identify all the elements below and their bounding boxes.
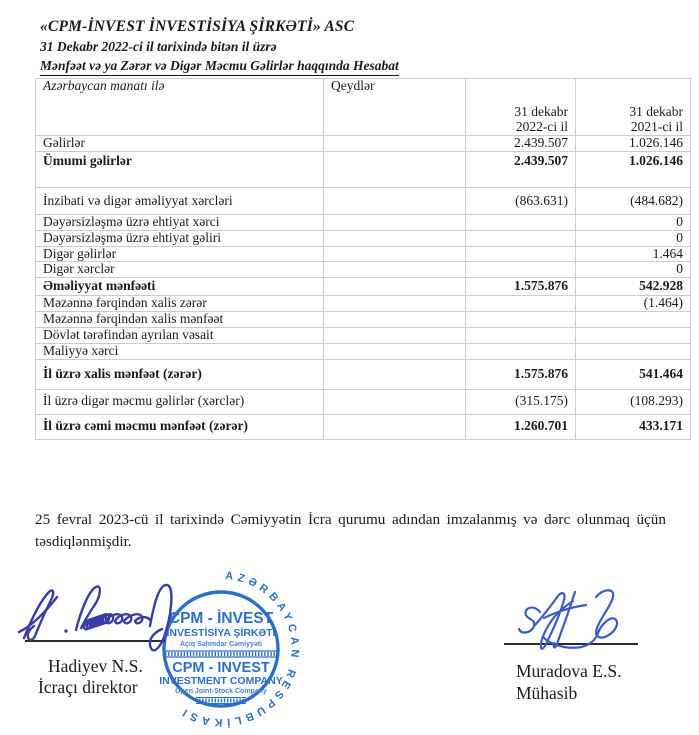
currency-note-header: Azərbaycan manatı ilə	[36, 79, 324, 136]
cell-v2022	[466, 246, 576, 262]
cell-label: İl üzrə xalis mənfəət (zərər)	[36, 359, 324, 389]
cell-note	[324, 389, 466, 414]
cell-label: Dəyərsizləşmə üzrə ehtiyat gəliri	[36, 230, 324, 246]
signatory-left-name: Hadiyev N.S.	[48, 656, 143, 676]
approval-note-line1: 25 fevral 2023-cü il tarixində Cəmiyyətin İcra qurumu adından imzalanmış və dərc olunmaq üçün	[35, 511, 666, 528]
cell-v2022	[466, 262, 576, 278]
table-header-row	[36, 79, 691, 136]
cell-label: Digər xərclər	[36, 262, 324, 278]
cell-v2021: 0	[576, 230, 691, 246]
cell-note	[324, 343, 466, 359]
cell-v2022	[466, 328, 576, 344]
cell-note	[324, 151, 466, 187]
cell-v2021: 1.026.146	[576, 151, 691, 187]
cell-v2022	[466, 214, 576, 230]
year-2021-line1: 31 dekabr	[629, 104, 683, 120]
cell-label: Əməliyyat mənfəəti	[36, 278, 324, 296]
table-row	[36, 151, 691, 187]
cell-v2021: (484.682)	[576, 187, 691, 214]
signatory-right-name: Muradova E.S.	[516, 661, 622, 681]
notes-column-header: Qeydlər	[324, 79, 466, 136]
cell-note	[324, 296, 466, 312]
cell-v2021: 433.171	[576, 414, 691, 439]
cell-note	[324, 136, 466, 152]
cell-label: Məzənnə fərqindən xalis zərər	[36, 296, 324, 312]
cell-v2021: 0	[576, 262, 691, 278]
year-2022-header	[466, 79, 576, 136]
stamp-line2: İNVESTİSİYA ŞİRKƏTİ	[166, 627, 276, 639]
cell-label: Gəlirlər	[36, 136, 324, 152]
cell-v2022	[466, 230, 576, 246]
cell-note	[324, 214, 466, 230]
year-2022-line1: 31 dekabr	[514, 104, 568, 120]
signatory-left	[38, 656, 143, 698]
period-subtitle: 31 Dekabr 2022-ci il tarixində bitən il üzrə	[40, 39, 277, 54]
company-title: «CPM-İNVEST İNVESTİSİYA ŞİRKƏTİ» ASC	[40, 18, 355, 35]
cell-v2021	[576, 312, 691, 328]
cell-note	[324, 278, 466, 296]
stamp-line1: CPM - İNVEST	[168, 610, 274, 627]
cell-label: Məzənnə fərqindən xalis mənfəət	[36, 312, 324, 328]
year-2021-header	[576, 79, 691, 136]
cell-note	[324, 262, 466, 278]
approval-note	[35, 509, 666, 552]
cell-v2021: (1.464)	[576, 296, 691, 312]
cell-v2022	[466, 343, 576, 359]
cell-note	[324, 312, 466, 328]
cell-note	[324, 328, 466, 344]
table-row	[36, 278, 691, 296]
signatory-right	[516, 660, 621, 704]
cell-v2022: 2.439.507	[466, 151, 576, 187]
cell-note	[324, 414, 466, 439]
statement-title: Mənfəət və ya Zərər və Digər Məcmu Gəlirlər haqqında Hesabat	[40, 58, 399, 76]
signature-right	[498, 584, 650, 662]
year-2022-line2: 2022-ci il	[515, 119, 568, 135]
cell-label: İnzibati və digər əməliyyat xərcləri	[36, 187, 324, 214]
table-row	[36, 359, 691, 389]
stamp-line3: Açıq Səhmdar Cəmiyyəti	[179, 641, 263, 648]
stamp-arc-text: AZƏRBAYCAN RESPUBLİKASI	[177, 569, 301, 729]
table-row	[36, 136, 691, 152]
year-2021-line2: 2021-ci il	[630, 119, 683, 135]
table-row	[36, 214, 691, 230]
table-row	[36, 262, 691, 278]
cell-v2022: 2.439.507	[466, 136, 576, 152]
table-row	[36, 312, 691, 328]
signature-left	[16, 574, 181, 662]
document-header	[40, 18, 399, 76]
cell-label: Digər gəlirlər	[36, 246, 324, 262]
stamp-line5: INVESTMENT COMPANY	[159, 675, 283, 687]
stamp-line6: Open Joint-Stock Company	[175, 688, 267, 695]
stamp-line4: CPM - INVEST	[172, 660, 270, 676]
cell-v2021: 1.026.146	[576, 136, 691, 152]
table-row	[36, 246, 691, 262]
cell-v2022: (315.175)	[466, 389, 576, 414]
cell-v2022	[466, 312, 576, 328]
signatory-left-role: İcraçı direktor	[38, 677, 138, 697]
cell-v2022: (863.631)	[466, 187, 576, 214]
cell-v2021: 541.464	[576, 359, 691, 389]
table-row	[36, 296, 691, 312]
cell-label: Dövlət tərəfindən ayrılan vəsait	[36, 328, 324, 344]
cell-v2021: (108.293)	[576, 389, 691, 414]
cell-v2021: 1.464	[576, 246, 691, 262]
table-row	[36, 414, 691, 439]
table-row	[36, 343, 691, 359]
cell-label: Maliyyə xərci	[36, 343, 324, 359]
cell-v2021	[576, 328, 691, 344]
cell-v2022: 1.575.876	[466, 359, 576, 389]
cell-label: İl üzrə cəmi məcmu mənfəət (zərər)	[36, 414, 324, 439]
table-row	[36, 389, 691, 414]
cell-v2022: 1.260.701	[466, 414, 576, 439]
table-row	[36, 187, 691, 214]
table-row	[36, 230, 691, 246]
cell-v2022: 1.575.876	[466, 278, 576, 296]
signatory-right-role: Mühasib	[516, 683, 578, 703]
cell-note	[324, 359, 466, 389]
table-row	[36, 328, 691, 344]
income-statement-table	[35, 78, 691, 440]
cell-note	[324, 187, 466, 214]
cell-label: Ümumi gəlirlər	[36, 151, 324, 187]
cell-label: Dəyərsizləşmə üzrə ehtiyat xərci	[36, 214, 324, 230]
cell-label: İl üzrə digər məcmu gəlirlər (xərclər)	[36, 389, 324, 414]
cell-v2021: 542.928	[576, 278, 691, 296]
cell-v2022	[466, 296, 576, 312]
cell-v2021	[576, 343, 691, 359]
cell-note	[324, 246, 466, 262]
cell-v2021: 0	[576, 214, 691, 230]
approval-note-line2: təsdiqlənmişdir.	[35, 532, 132, 550]
cell-note	[324, 230, 466, 246]
